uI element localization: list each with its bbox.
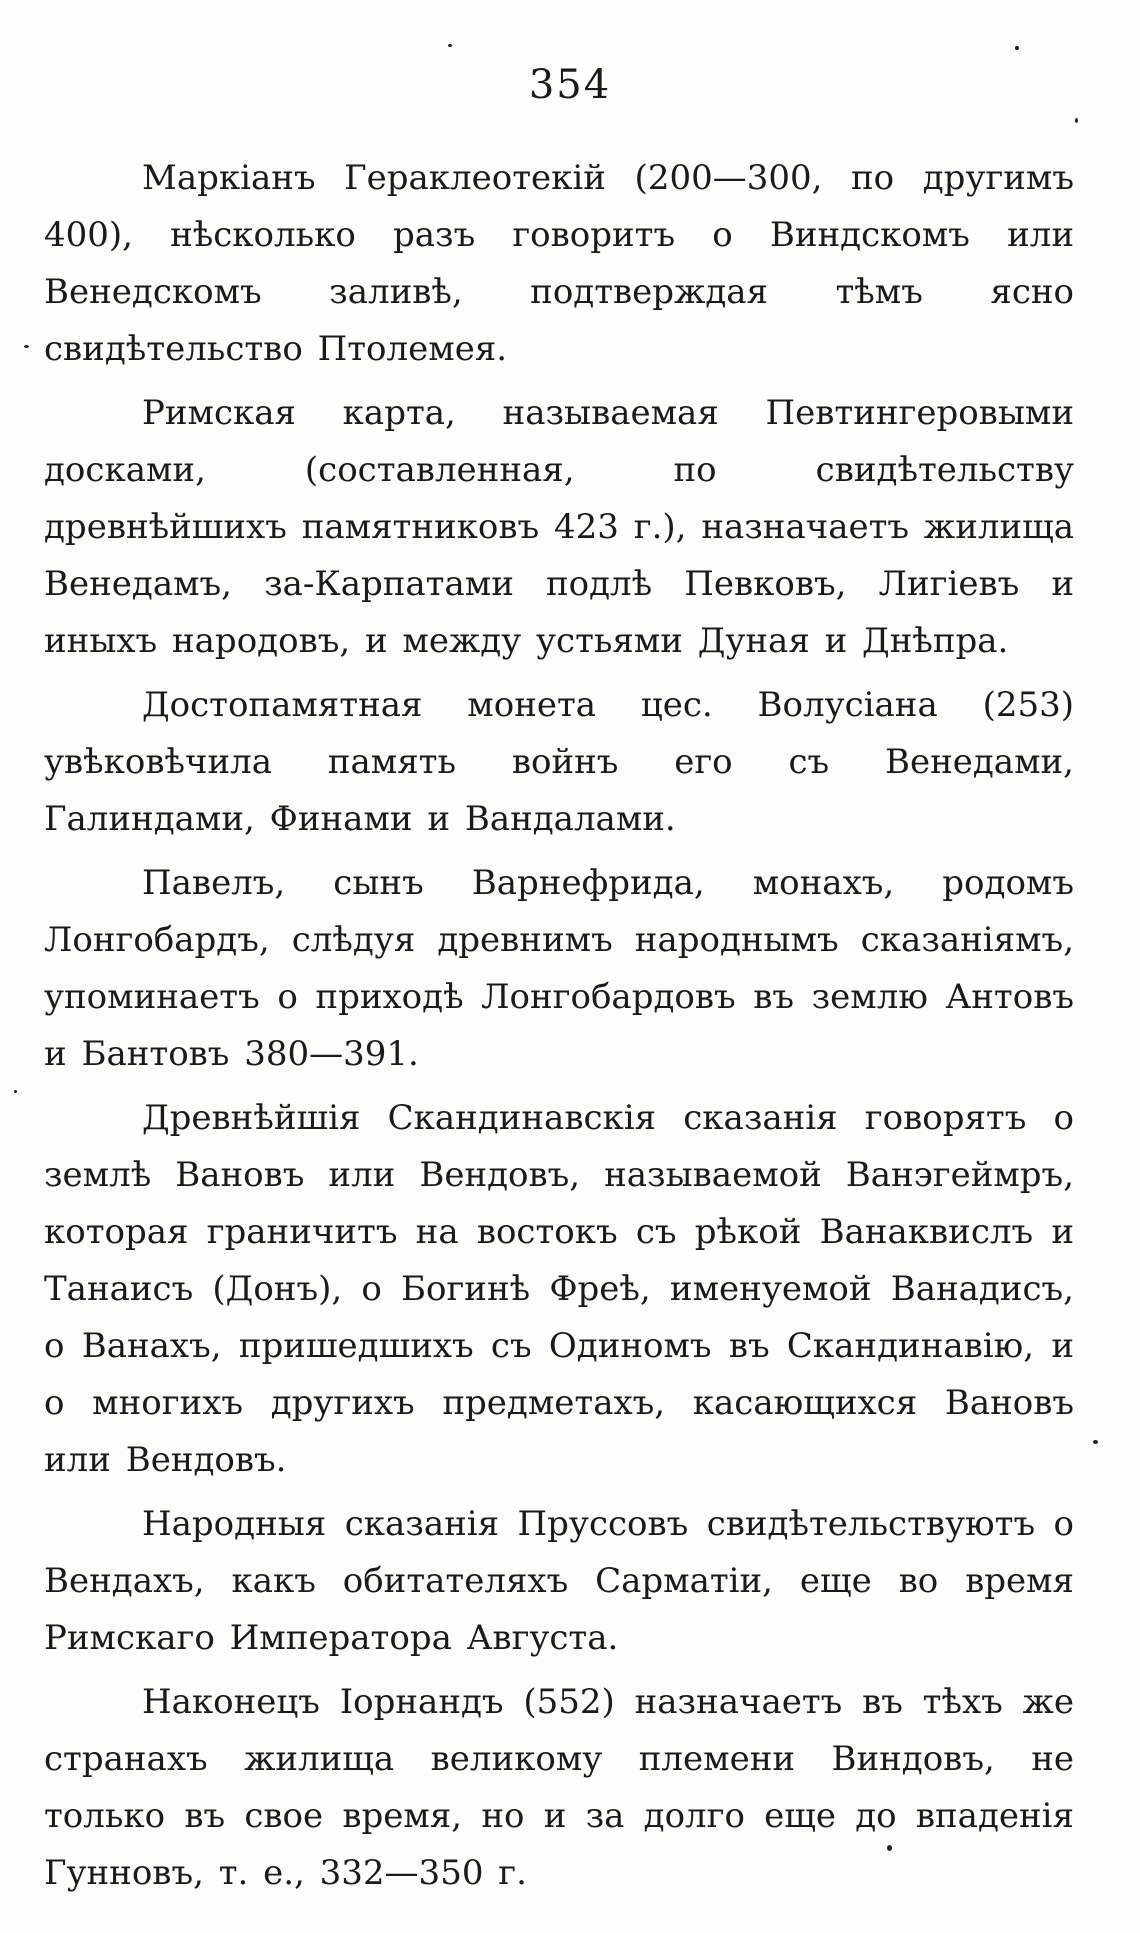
page-body (44, 150, 1074, 1909)
scan-speck (887, 1845, 892, 1851)
paragraph-scandinavian-legends: Древнѣйшія Скандинавскія сказанія говорятъ о землѣ Вановъ или Вендовъ, называемой Ванэгеймръ, которая граничитъ на востокъ съ рѣкой Ванаквислъ и Танаисъ (Донъ), о Богинѣ Фреѣ, именуемой Ванадисъ, о Ванахъ, пришедшихъ съ Одиномъ въ Скандинавію, и о многихъ другихъ предметахъ, касающихся Вановъ или Вендовъ. (44, 1098, 1074, 1480)
paragraph-prussian-legends: Народныя сказанія Пруссовъ свидѣтельствуютъ о Вендахъ, какъ обитателяхъ Сарматіи, еще во время Римскаго Императора Августа. (44, 1504, 1074, 1658)
paragraph-jordanes: Наконецъ Іорнандъ (552) назначаетъ въ тѣхъ же странахъ жилища великому племени Виндовъ, не только въ свое время, но и за долго еще до впаденія Гунновъ, т. е., 332—350 г. (44, 1682, 1074, 1893)
scan-speck (1015, 46, 1019, 50)
scan-speck (448, 44, 452, 47)
paragraph-paul-deacon: Павелъ, сынъ Варнефрида, монахъ, родомъ Лонгобардъ, слѣдуя древнимъ народнымъ сказаніямъ, упоминаетъ о приходѣ Лонгобардовъ въ землю Антовъ и Бантовъ 380—391. (44, 863, 1074, 1074)
paragraph-markian: Маркіанъ Гераклеотекій (200—300, по другимъ 400), нѣсколько разъ говоритъ о Виндскомъ или Венедскомъ заливѣ, подтверждая тѣмъ ясно свидѣтельство Птолемея. (44, 158, 1074, 369)
paragraph-volusian-coin: Достопамятная монета цес. Волусіана (253) увѣковѣчила память войнъ его съ Венедами, Галиндами, Финами и Вандалами. (44, 685, 1074, 839)
scan-speck (14, 1090, 17, 1093)
paragraph-roman-map: Римская карта, называемая Певтингеровыми досками, (составленная, по свидѣтельству древнѣйшихъ памятниковъ 423 г.), назначаетъ жилища Венедамъ, за-Карпатами подлѣ Певковъ, Лигіевъ и иныхъ народовъ, и между устьями Дуная и Днѣпра. (44, 393, 1074, 661)
scan-speck (1075, 118, 1078, 123)
scan-speck (1093, 1440, 1098, 1444)
scan-speck (24, 345, 29, 348)
page-number: 354 (528, 62, 612, 108)
